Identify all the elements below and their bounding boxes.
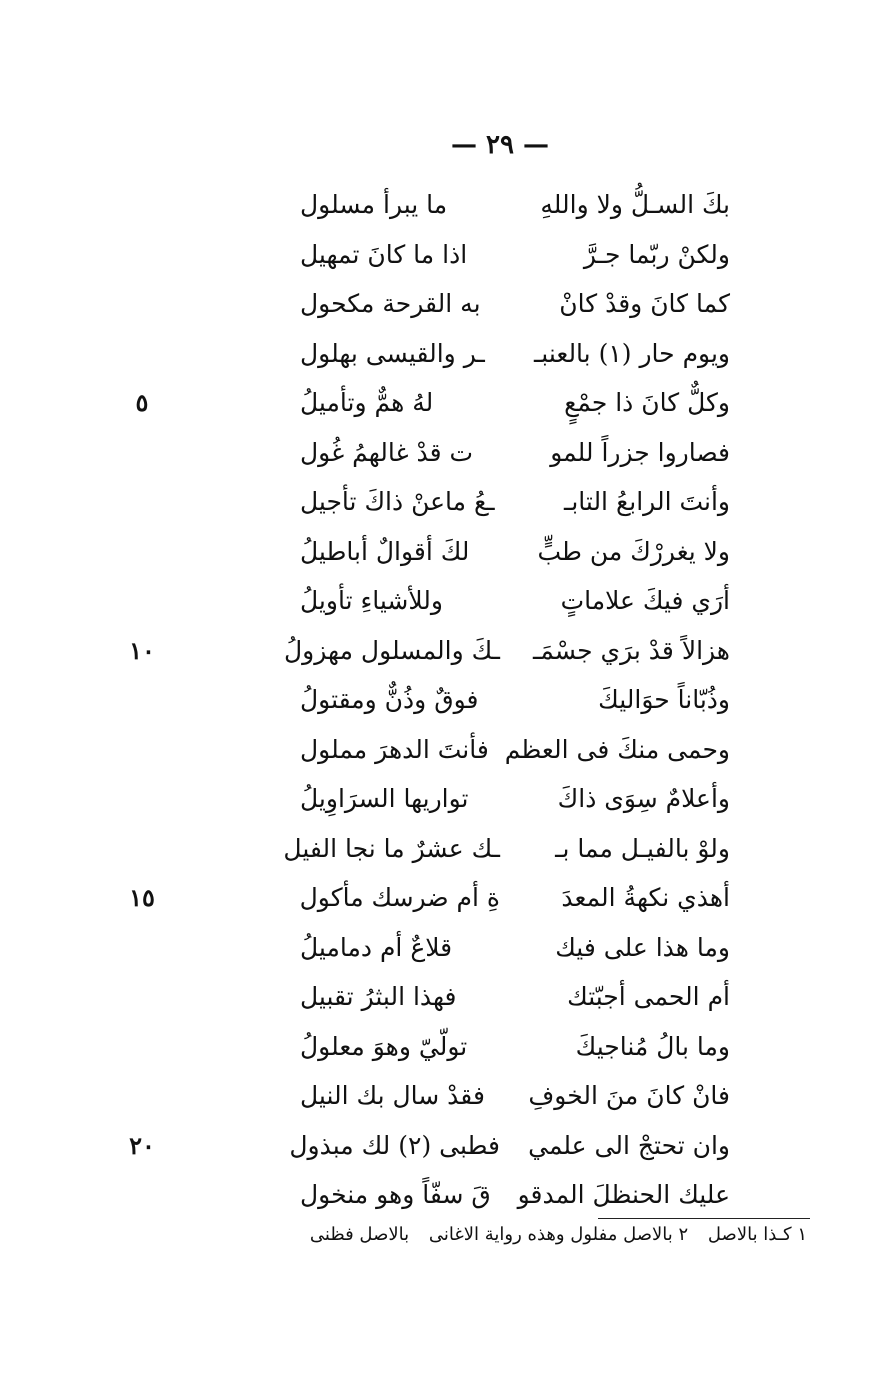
line-number: ١٥ <box>129 883 155 912</box>
verse-second-hemistich: فوقٌ وذُنٌّ ومقتولُ <box>300 685 479 714</box>
poem-verses <box>283 182 730 1222</box>
verse-line <box>283 826 730 876</box>
verse-second-hemistich: به القرحة مكحول <box>300 289 481 318</box>
footnote-3: بالاصل فظنى <box>309 1224 410 1245</box>
verse-second-hemistich: وللأشياءِ تأويلُ <box>300 586 443 615</box>
verse-line <box>290 529 730 579</box>
verse-second-hemistich: اذا ما كانَ تمهيل <box>300 239 468 269</box>
verse-first-hemistich: هزالاً قدْ برَي جسْمَـ <box>533 635 730 665</box>
verse-line <box>290 875 730 925</box>
verse-second-hemistich: تواريها السرَاوِيلُ <box>300 784 469 813</box>
verse-first-hemistich: وأنتَ الرابعُ التابـ <box>564 487 730 516</box>
verse-line <box>290 479 730 529</box>
verse-line <box>290 974 730 1024</box>
verse-first-hemistich: فصاروا جزراً للمو <box>550 437 730 467</box>
verse-first-hemistich: وأعلامٌ سِوَى ذاكَ <box>557 784 730 813</box>
verse-first-hemistich: ولوْ بالفيـل مما بـ <box>555 833 730 863</box>
verse-first-hemistich: فانْ كانَ منَ الخوفِ <box>528 1081 730 1110</box>
verse-line <box>290 182 730 232</box>
verse-first-hemistich: أرَي فيكَ علاماتٍ <box>560 586 730 615</box>
verse-line <box>290 430 730 480</box>
footnote-rule <box>598 1218 810 1219</box>
verse-line <box>290 578 730 628</box>
verse-second-hemistich: فقدْ سال بك النيل <box>300 1081 485 1110</box>
verse-line <box>290 281 730 331</box>
footnotes <box>262 1224 807 1245</box>
verse-first-hemistich: وكلٌّ كانَ ذا جمْعٍ <box>564 388 730 417</box>
verse-second-hemistich: فهذا البثرُ تقبيل <box>300 982 457 1011</box>
verse-second-hemistich: ت قدْ غالهمُ غُول <box>300 437 474 467</box>
verse-line <box>290 232 730 282</box>
verse-second-hemistich: لكَ أقوالٌ أباطيلُ <box>300 536 470 566</box>
line-number: ٥ <box>135 388 149 417</box>
verse-second-hemistich: قَ سفّاً وهو منخول <box>300 1180 491 1209</box>
verse-first-hemistich: ولا يغررْكَ من طبٍّ <box>537 536 730 566</box>
verse-second-hemistich: ـعُ ماعنْ ذاكَ تأجيل <box>300 487 495 516</box>
verse-line <box>290 677 730 727</box>
verse-first-hemistich: عليك الحنظلَ المدقو <box>517 1180 730 1209</box>
verse-line <box>290 1073 730 1123</box>
verse-first-hemistich: ويوم حار (١) بالعنبـ <box>533 338 730 368</box>
verse-second-hemistich: ـك عشرٌ ما نجا الفيل <box>283 833 500 863</box>
verse-line <box>290 925 730 975</box>
verse-second-hemistich: تولّيّ وهوَ معلولُ <box>300 1031 468 1061</box>
verse-line <box>284 628 730 678</box>
verse-first-hemistich: أهذي نكهةُ المعدَ <box>561 883 730 912</box>
verse-second-hemistich: ـكَ والمسلول مهزولُ <box>284 635 500 665</box>
verse-line <box>290 1172 730 1222</box>
verse-first-hemistich: أم الحمى أجبّتك <box>567 982 730 1011</box>
line-number: ١٠ <box>129 635 155 665</box>
verse-line <box>290 380 730 430</box>
footnote-1: ١ كـذا بالاصل <box>707 1224 807 1245</box>
verse-line <box>290 776 730 826</box>
verse-first-hemistich: ولكنْ ربّما جـرَّ <box>583 239 730 269</box>
verse-second-hemistich: ةِ أم ضرسك مأكول <box>299 883 500 912</box>
verse-line <box>290 1123 730 1173</box>
verse-first-hemistich: كما كانَ وقدْ كانْ <box>559 289 730 318</box>
verse-line <box>290 1024 730 1074</box>
line-number: ٢٠ <box>129 1130 155 1160</box>
verse-first-hemistich: وما بالُ مُناجيكَ <box>575 1031 730 1061</box>
verse-second-hemistich: فطبى (٢) لك مبذول <box>289 1130 500 1160</box>
page-number: — ٢٩ — <box>450 130 550 160</box>
verse-first-hemistich: بكَ السـلُّ ولا واللهِ <box>540 190 730 219</box>
verse-line <box>290 331 730 381</box>
verse-second-hemistich: ما يبرأ مسلول <box>300 190 448 219</box>
verse-second-hemistich: لهُ همٌّ وتأميلُ <box>300 388 434 417</box>
verse-first-hemistich: وذُبّاناً حوَاليكَ <box>598 685 730 714</box>
footnote-2: ٢ بالاصل مفلول وهذه رواية الاغانى <box>428 1224 689 1245</box>
verse-line <box>290 727 730 777</box>
verse-second-hemistich: قلاعٌ أم دماميلُ <box>300 932 453 962</box>
verse-second-hemistich: فأنتَ الدهرَ مملول <box>300 734 489 764</box>
verse-second-hemistich: ـر والقيسى بهلول <box>300 338 485 368</box>
verse-first-hemistich: وما هذا على فيك <box>555 932 730 962</box>
verse-first-hemistich: وان تحتجْ الى علمي <box>528 1130 730 1160</box>
verse-first-hemistich: وحمى منكَ فى العظم <box>504 734 730 764</box>
